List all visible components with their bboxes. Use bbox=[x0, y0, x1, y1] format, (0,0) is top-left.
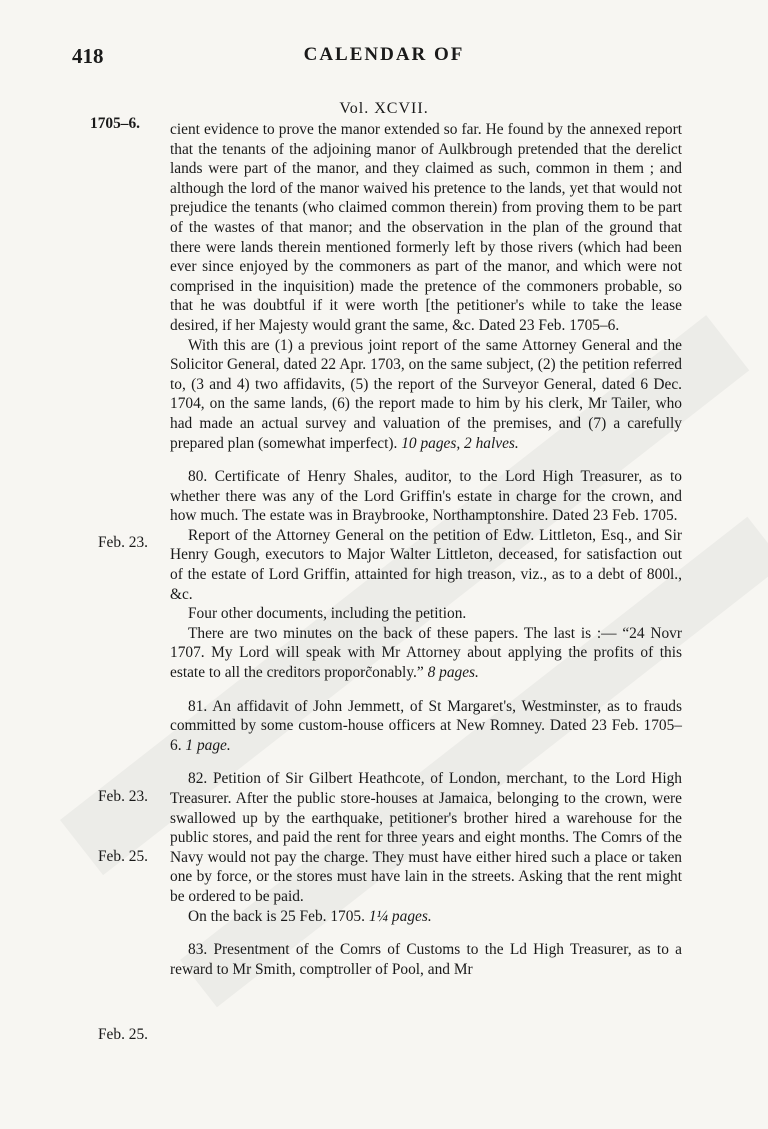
volume-heading: Vol. XCVII. bbox=[339, 100, 429, 117]
page-count: 1¼ pages. bbox=[368, 907, 432, 925]
entry-83: 83. Presentment of the Comrs of Customs to the Ld High Treasurer, as to a reward to Mr Smith, comptroller of Pool, and Mr bbox=[170, 941, 682, 978]
margin-date: Feb. 23. bbox=[98, 788, 149, 805]
paragraph: On the back is 25 Feb. 1705. 1¼ pages. bbox=[188, 907, 432, 925]
page-count: 1 page. bbox=[185, 736, 231, 754]
entry-80: 80. Certificate of Henry Shales, auditor, to the Lord High Treasurer, as to whether there was any of the Lord Griffin's estate in charge for the crown, and how much. The estate was in Braybrooke, Northamptonshire. Dated 23 Feb. 1705. bbox=[170, 468, 682, 525]
page-count: 8 pages. bbox=[427, 664, 479, 682]
margin-date: Feb. 23. bbox=[98, 534, 149, 551]
page-number: 418 bbox=[72, 44, 104, 68]
paragraph: Four other documents, including the petition. bbox=[188, 605, 467, 623]
entry-82: 82. Petition of Sir Gilbert Heathcote, of London, merchant, to the Lord High Treasurer. After the public store-houses at Jamaica, belonging to the crown, were swallowed up by the earthquake, petitioner's brother hired a warehouse for the public stores, and paid the rent for three years and eight months. The Comrs of the Navy would not pay the charge. They must have either hired such a place or taken one by force, or the stores must have lain in the streets. Asking that the rent might be ordered to be paid. bbox=[170, 770, 682, 905]
margin-date: Feb. 25. bbox=[98, 848, 149, 865]
paragraph: With this are (1) a previous joint report of the same Attorney General and the Solicitor General, dated 22 Apr. 1703, on the same subject, (2) the petition referred to, (3 and 4) two affidavits, (5) the report of the Surveyor General, dated 6 Dec. 1704, on the same lands, (6) the report made to him by his clerk, Mr Tailer, who had made an actual survey and valuation of the premises, and (7) a carefully prepared plan (somewhat imperfect). 10 pages, 2 halves. bbox=[170, 336, 682, 452]
margin-year: 1705–6. bbox=[90, 115, 141, 132]
paragraph: cient evidence to prove the manor extended so far. He found by the annexed report that the tenants of the adjoining manor of Aulkbrough pretended that the derelict lands were part of the manor, and they claimed as such, common in them ; and although the lord of the manor waived his pretence to the lands, yet that would not prejudice the tenants (who claimed common therein) from proving them to be part of the wastes of that manor; and the observation in the plan of the ground that there were lands therein mentioned formerly left by those rivers (which had been ever since enjoyed by the commoners as part of the manor, and which were not comprised in the inquisition) made the pretence of the commoners probable, so that he was doubtful if it were worth [the petitioner's while to take the lease desired, if her Majesty would grant the same, &c. Dated 23 Feb. 1705–6. bbox=[170, 121, 682, 334]
paragraph: Report of the Attorney General on the petition of Edw. Littleton, Esq., and Sir Henry Gough, executors to Major Walter Littleton, deceased, for satisfaction out of the estate of Lord Griffin, attainted for high treason, viz., as to a debt of 800l., &c. bbox=[170, 526, 682, 603]
margin-date: Feb. 25. bbox=[98, 1026, 149, 1043]
running-title: CALENDAR OF bbox=[303, 44, 465, 65]
paragraph: There are two minutes on the back of these papers. The last is :— “24 Novr 1707. My Lord will speak with Mr Attorney about applying the profits of this estate to all the creditors proporc̃onably.” 8 pages. bbox=[170, 624, 682, 682]
entry-81: 81. An affidavit of John Jemmett, of St Margaret's, Westminster, as to frauds committed by some custom-house officers at New Romney. Dated 23 Feb. 1705–6. 1 page. bbox=[170, 697, 682, 754]
page-header bbox=[0, 44, 768, 74]
body-text bbox=[170, 120, 682, 979]
page-count: 10 pages, 2 halves. bbox=[401, 434, 519, 452]
